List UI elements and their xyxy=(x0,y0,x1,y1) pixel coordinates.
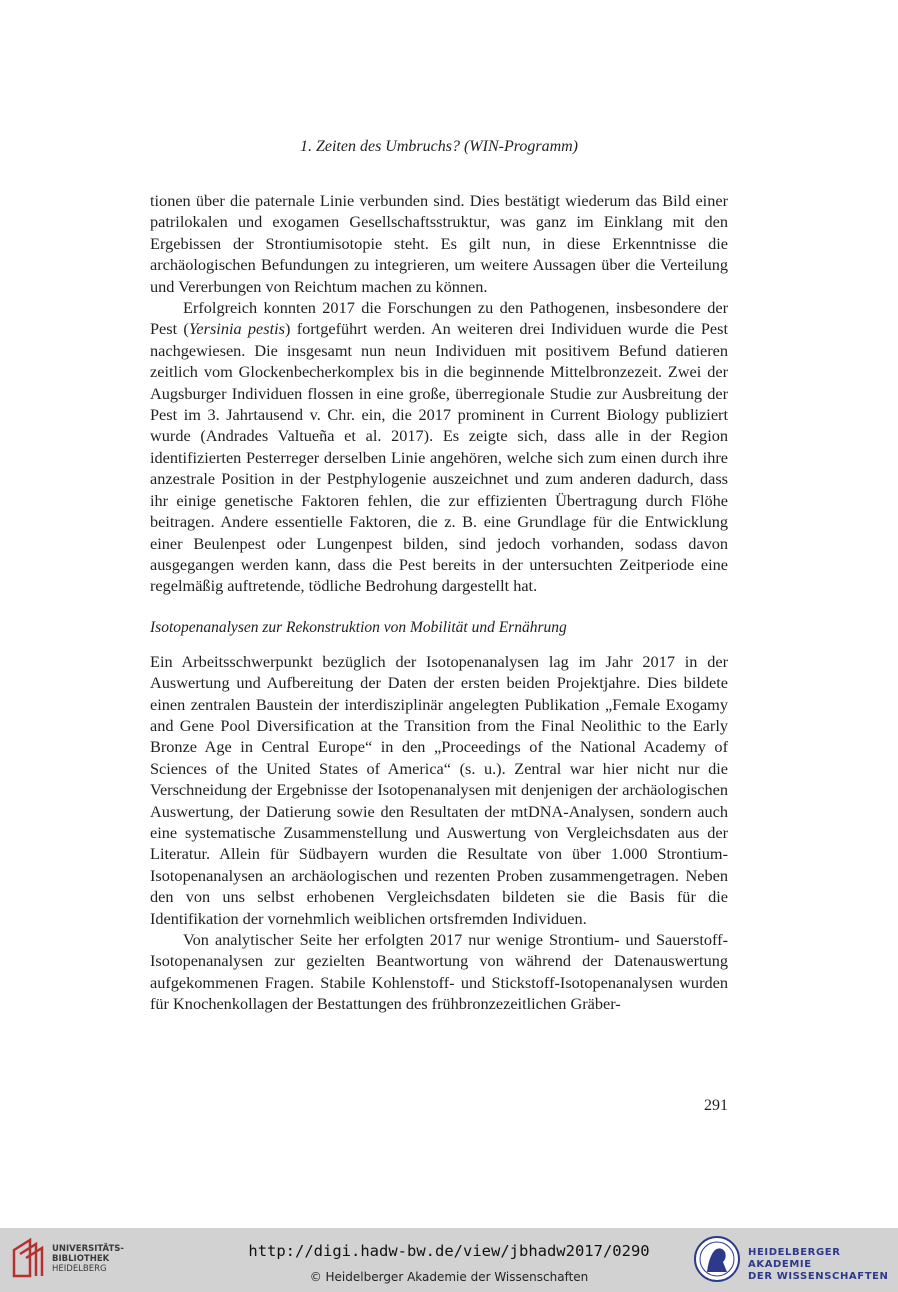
logo-line: DER WISSENSCHAFTEN xyxy=(748,1271,889,1282)
source-url-link[interactable]: http://digi.hadw-bw.de/view/jbhadw2017/0290 xyxy=(248,1242,650,1260)
paragraph: tionen über die paternale Linie verbunden sind. Dies bestätigt wiederum das Bild einer patrilokalen und exogamen Gesellschaftsstruktur, was ganz im Einklang mit den Ergebissen der Strontiumisotopie steht. Es gilt nun, in diese Erkenntnisse die archäologischen Befundungen zu integrieren, um weitere Aussagen über die Verteilung und Vererbungen von Reichtum machen zu können. xyxy=(150,191,728,296)
logo-line: UNIVERSITÄTS- xyxy=(52,1244,124,1254)
academy-name xyxy=(748,1247,898,1283)
paragraph: Ein Arbeitsschwerpunkt bezüglich der Isotopenanalysen lag im Jahr 2017 in der Auswertung und Aufbereitung der Daten der ersten beiden Projektjahre. Dies bildete einen zentralen Baustein der interdisziplinär angelegten Publikation „Female Exogamy and Gene Pool Diversification at the Transition from the Final Neolithic to the Early Bronze Age in Central Europe“ in den „Proceedings of the National Academy of Sciences of the United States of America“ (s. u.). Zentral war hier nicht nur die Verschneidung der Ergebnisse der Isotopenanalysen mit denjenigen der archäologischen Auswertung, der Datierung sowie den Resultaten der mtDNA-Analysen, sondern auch eine systematische Zusammenstellung und Auswertung von Vergleichsdaten aus der Literatur. Allein für Südbayern wurden die Resultate von über 1.000 Strontium-Isotopenanalysen an archäologischen und rezenten Proben zusammengetragen. Neben den von uns selbst erhobenen Vergleichsdaten bildeten sie die Basis für die Identifikation der vornehmlich weiblichen ortsfremden Individuen. xyxy=(150,651,728,928)
running-head: 1. Zeiten des Umbruchs? (WIN-Programm) xyxy=(299,138,579,155)
logo-line: HEIDELBERG xyxy=(52,1264,107,1274)
paragraph xyxy=(150,297,728,597)
academy-seal-icon xyxy=(693,1234,741,1284)
section-heading: Isotopenanalysen zur Rekonstruktion von Mobilität und Ernährung xyxy=(150,618,567,636)
paragraph: Von analytischer Seite her erfolgten 2017 nur wenige Strontium- und Sauerstoff-Isotopenanalysen zur gezielten Beantwortung von während der Datenauswertung aufgekommenen Fragen. Stabile Kohlenstoff- und Stickstoff-Isotopenanalysen wurden für Knochenkollagen der Bestattungen des frühbronzezeitlichen Gräber- xyxy=(150,930,728,1014)
logo-line: BIBLIOTHEK xyxy=(52,1254,110,1264)
logo-line: HEIDELBERGER AKADEMIE xyxy=(748,1247,841,1270)
copyright-text: © Heidelberger Akademie der Wissenschaften xyxy=(309,1270,589,1284)
text-span: Erfolgreich konnten 2017 die Forschungen zu den Pathogenen, insbesondere der Pest ( xyxy=(150,298,728,339)
body-text xyxy=(150,190,728,1015)
species-name: Yersinia pestis xyxy=(188,319,285,339)
text-span: ) fortgeführt werden. An weiteren drei Individuen wurde die Pest nachgewiesen. Die insgesamt nun neun Individuen mit positivem Befund datieren zeitlich vom Glockenbecherkomplex bis in die beginnende Mittelbronzezeit. Zwei der Augsburger Individuen flossen in eine große, überregionale Studie zur Ausbreitung der Pest im 3. Jahrtausend v. Chr. ein, die 2017 prominent in Current Biology publiziert wurde (Andrades Valtueña et al. 2017). Es zeigte sich, dass alle in der Region identifizierten Pesterreger derselben Linie angehören, welche sich zum einen durch ihre anzestrale Position in der Pestphylogenie auszeichnet und zum anderen dadurch, dass ihr einige genetische Faktoren fehlen, die zur effizienten Übertragung durch Flöhe beitragen. Andere essentielle Faktoren, die z. B. eine Grundlage für die Entwicklung einer Beulenpest oder Lungenpest bilden, sind jedoch vorhanden, sodass davon ausgegangen werden kann, dass die Pest bereits in der untersuchten Zeitperiode eine regelmäßig auftretende, tödliche Bedrohung dargestellt hat. xyxy=(150,319,728,596)
page-number: 291 xyxy=(704,1097,728,1114)
footer-bar xyxy=(0,1228,898,1292)
